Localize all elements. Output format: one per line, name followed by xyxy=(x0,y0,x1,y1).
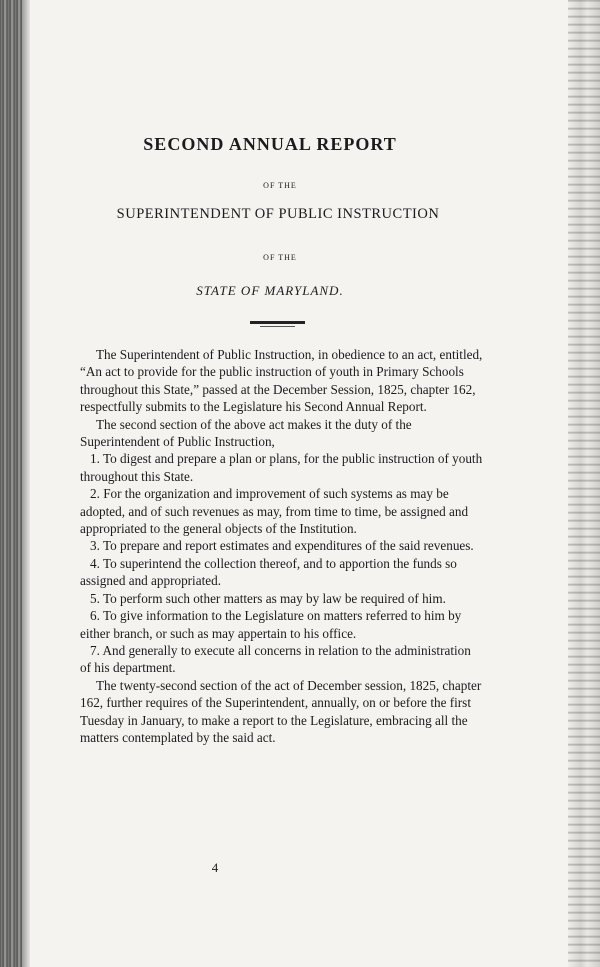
report-body xyxy=(80,346,485,746)
document-page xyxy=(60,0,500,967)
scan-right-edge xyxy=(568,0,600,967)
page-number: 4 xyxy=(211,860,219,875)
decorative-rule xyxy=(250,321,305,324)
duty-item-1: 1. To digest and prepare a plan or plans, for the public instruction of youth throughout this State. xyxy=(80,451,483,484)
scan-left-edge xyxy=(0,0,22,967)
paragraph-duties: The second section of the above act makes it the duty of the Superintendent of Public Instruction, xyxy=(80,416,412,450)
scan-left-shadow xyxy=(22,0,30,967)
paragraph-annual-report: The twenty-second section of the act of December session, 1825, chapter 162, further requires of the Superintendent, annually, on or before the first Tuesday in January, to make a report to the Legislature, embracing all the matters contemplated by the said act. xyxy=(80,677,482,745)
duty-item-4: 4. To superintend the collection thereof, and to apportion the funds so assigned and appropriated. xyxy=(80,555,457,589)
of-the-line-2: OF THE xyxy=(263,253,297,262)
report-subtitle: SUPERINTENDENT OF PUBLIC INSTRUCTION xyxy=(116,206,440,222)
paragraph-intro: The Superintendent of Public Instruction, in obedience to an act, entitled, “An act to provide for the public instruction of youth in Primary Schools throughout this State,” passed at the December Session, 1825, chapter 162, respectfully submits to the Legislature his Second Annual Report. xyxy=(80,347,483,415)
duty-item-7: 7. And generally to execute all concerns in relation to the administration of his department. xyxy=(80,642,471,676)
duty-item-2: 2. For the organization and improvement of such systems as may be adopted, and of such revenues as may, from time to time, be assigned and appropriated to the general objects of the Institution. xyxy=(80,486,469,537)
duty-item-3: 3. To prepare and report estimates and expenditures of the said revenues. xyxy=(90,538,474,554)
duty-item-5: 5. To perform such other matters as may by law be required of him. xyxy=(90,590,446,606)
duty-item-6: 6. To give information to the Legislature on matters referred to him by either branch, or such as may appertain to his office. xyxy=(80,608,462,641)
state-name: STATE OF MARYLAND. xyxy=(196,283,344,298)
of-the-line-1: OF THE xyxy=(263,181,297,190)
report-title: SECOND ANNUAL REPORT xyxy=(143,134,397,154)
